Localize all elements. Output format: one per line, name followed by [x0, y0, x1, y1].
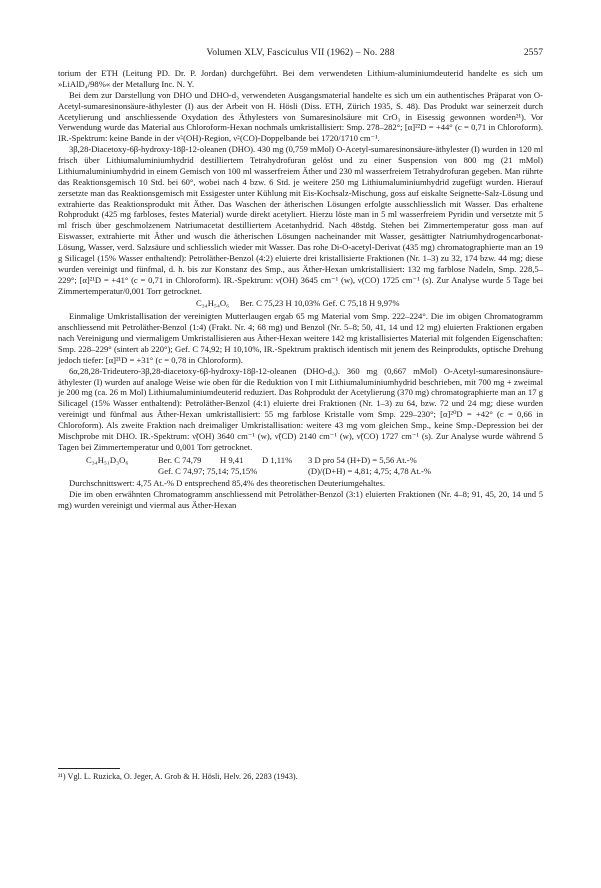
paragraph-2: Bei dem zur Darstellung von DHO und DHO-d₃ verwendeten Ausgangsmaterial handelte es sich um ein authentisches Präparat von O-Acetyl-sumaresinonsäure-äthylester (I) aus der Arbeit von H. Hösli (Diss. ETH, Zürich 1935, S. 48). Das Produkt war seinerzeit durch Acetylierung und anschliessende Oxydation des Äthylesters von Sumaresinolsäure mit CrO₃ in Eisessig gewonnen worden²¹). Vor Verwendung wurde das Material aus Chloroform-Hexan nochmals umkristallisiert: Smp. 278–282°; [α]²²D = +44° (c = 0,71 in Chloroform). IR.-Spektrum: keine Bande in der ν̃-(OH)-Region, ν̃-(CO)-Doppelbande bei 1720/1710 cm⁻¹.: [58, 89, 543, 144]
formula-dho-d3: C₃₄H₅₁D₃O₆: [86, 454, 129, 465]
footnote-21: ²¹) Vgl. L. Ruzicka, O. Jeger, A. Grob & H. Hösli, Helv. 26, 2283 (1943).: [58, 772, 298, 781]
paragraph-4-mother-liquors: Einmalige Umkristallisation der vereinigten Mutterlaugen ergab 65 mg Material vom Smp. 222–224°. Die im obigen Chromatogramm anschliessend mit Petroläther-Benzol (1:4) (Frakt. Nr. 4; 68 mg) und Benzol (Nr. 5–8; 50, 41, 14 und 12 mg) eluierten Fraktionen ergaben nach Vereinigung und viermaligem Umkristallisieren aus Äther-Hexan weitere 142 mg kristallisiertes Material mit folgenden Eigenschaften: Smp. 228–229° (sintert ab 220°); Gef. C 74,92; H 10,10%, IR.-Spektrum praktisch identisch mit jenem des Reinprodukts, optische Drehung jedoch tiefer: [α]²¹D = +31° (c = 0,78 in Chloroform).: [58, 311, 543, 365]
elemental-analysis-dho-d3: [58, 455, 543, 477]
paragraph-6-average: Durchschnittswert: 4,75 At.-% D entsprechend 85,4% des theoretischen Deuteriumgehaltes.: [69, 478, 385, 489]
found-carbon: Gef. C 74,97; 75,14; 75,15%: [158, 465, 258, 476]
article-body: [58, 68, 543, 511]
paragraph-7-further-fractions: Die im oben erwähnten Chromatogramm anschliessend mit Petroläther-Benzol (3:1) eluierten Fraktionen (Nr. 4–8; 91, 45, 20, 14 und 5 mg) wurden vereinigt und viermal aus Äther-Hexan: [58, 489, 543, 511]
calc-hydrogen: H 9,41: [220, 454, 244, 465]
paragraph-3-dho-synthesis: 3β,28-Diacetoxy-6β-hydroxy-18β-12-oleanen (DHO). 430 mg (0,759 mMol) O-Acetyl-sumaresinonsäure-äthylester (I) wurden in 120 ml frisch über Lithiumaluminiumhydrid destilliertem Tetrahydrofuran gelöst und zu einer Suspension von 800 mg (21 mMol) Lithiumaluminiumhydrid in einem Gemisch von 100 ml wasserfreiem Äther und 230 ml wasserfreiem Tetrahydrofuran gegeben. Man rührte das Reaktionsgemisch 10 Std. bei 60°, wobei nach 4 bzw. 6 Std. je weitere 250 mg Lithiumaluminiumhydrid zugefügt wurden. Hierauf zersetzte man das Reaktionsgemisch mit Essigester unter Kühlung mit Eis-Kochsalz-Mischung, goss auf eiskalte Seignette-Salz-Lösung und extrahierte das Reaktionsprodukt mit Äther. Das Waschen der ätherischen Lösungen erfolgte ausschliesslich mit Wasser. Das erhaltene Rohprodukt (425 mg farbloses, festes Material) wurde direkt acetyliert. Hierzu löste man in 5 ml wasserfreiem Pyridin und versetzte mit 5 ml frisch über geschmolzenem Natriumacetat destilliertem Acetanhydrid. Nach 48stdg. Stehen bei Zimmertemperatur goss man auf Eiswasser, extrahierte mit Äther und wusch die ätherischen Lösungen nacheinander mit Wasser, gesättigter Natriumhydrogencarbonat-Lösung, Wasser, verd. Salzsäure und schliesslich wieder mit Wasser. Das rohe Di-O-acetyl-Derivat (435 mg) chromatographierte man an 19 g Silicagel (15% Wasser enthaltend): Petroläther-Benzol (4:2) eluierte drei kristallisierte Fraktionen (Nr. 1–3) zu 32, 174 bzw. 44 mg; diese wurden vereinigt und fünfmal, d. h. bis zur Konstanz des Smp., aus Äther-Hexan umkristallisiert: 132 mg farblose Nadeln, Smp. 228,5–229°; [α]²¹D = +41° (c = 0,71 in Chloroform). IR.-Spektrum: ν(OH) 3645 cm⁻¹ (w), ν(CO) 1725 cm⁻¹ (s). Zur Analyse wurde 5 Tage bei Zimmertemperatur/0,001 Torr getrocknet.: [58, 144, 543, 296]
calc-carbon: Ber. C 74,79: [158, 454, 202, 465]
footnote-divider: [58, 768, 120, 769]
journal-volume-title: Volumen XLV, Fasciculus VII (1962) – No. 288: [206, 47, 395, 58]
analysis-row-calculated: [58, 455, 543, 466]
analysis-values-dho: Ber. C 75,23 H 10,03% Gef. C 75,18 H 9,97%: [239, 298, 400, 309]
elemental-analysis-dho: [58, 298, 543, 309]
running-header: [58, 47, 543, 61]
found-deuterium-ratio: (D)/(D+H) = 4,81; 4,75; 4,78 At.-%: [308, 465, 432, 476]
analysis-row-found: [58, 466, 543, 477]
formula-dho: C₃₄H₅₄O₆: [196, 298, 230, 309]
page-number: 2557: [523, 47, 543, 58]
paragraph-1: torium der ETH (Leitung PD. Dr. P. Jordan) durchgeführt. Bei dem verwendeten Lithium-aluminiumdeuterid handelte es sich um »LiAlD₄/98%« der Metallurg Inc. N. Y.: [58, 68, 543, 89]
paragraph-5-dho-d3-synthesis: 6α,28,28-Trideutero-3β,28-diacetoxy-6β-hydroxy-18β-12-oleanen (DHO-d₃). 360 mg (0,667 mMol) O-Acetyl-sumaresinonsäure-äthylester (I) wurden auf analoge Weise wie oben für die Reduktion von I mit Lithiumaluminiumhydrid beschrieben, mit 700 mg + zweimal je 200 mg (ca. 26 m Mol) Lithiumaluminiumdeuterid reduziert. Das Rohprodukt der Acetylierung (370 mg) chromatographierte man an 17 g Silicagel (15% Wasser enthaltend): Petroläther-Benzol (4:1) eluierte drei Fraktionen (Nr. 1–3) zu 64, bzw. 72 und 24 mg; diese wurden vereinigt und fünfmal aus Äther-Hexan umkristallisiert: 55 mg farblose Kristalle vom Smp. 229–230°; [α]²⁰D = +42° (c = 0,66 in Chloroform). Als zweite Fraktion nach dreimaliger Umkristallisation: weitere 43 mg vom gleichen Smp., keine Smp.-Depression bei der Mischprobe mit DHO. IR.-Spektrum: ν̃(OH) 3640 cm⁻¹ (w), ν̃(CD) 2140 cm⁻¹ (w), ν̃(CO) 1727 cm⁻¹ (s). Zur Analyse wurde während 5 Tagen bei Zimmertemperatur und 0,001 Torr getrocknet.: [58, 365, 543, 452]
calc-deuterium: D 1,11%: [262, 454, 293, 465]
calc-deuterium-atom-percent: 3 D pro 54 (H+D) = 5,56 At.-%: [308, 454, 417, 465]
